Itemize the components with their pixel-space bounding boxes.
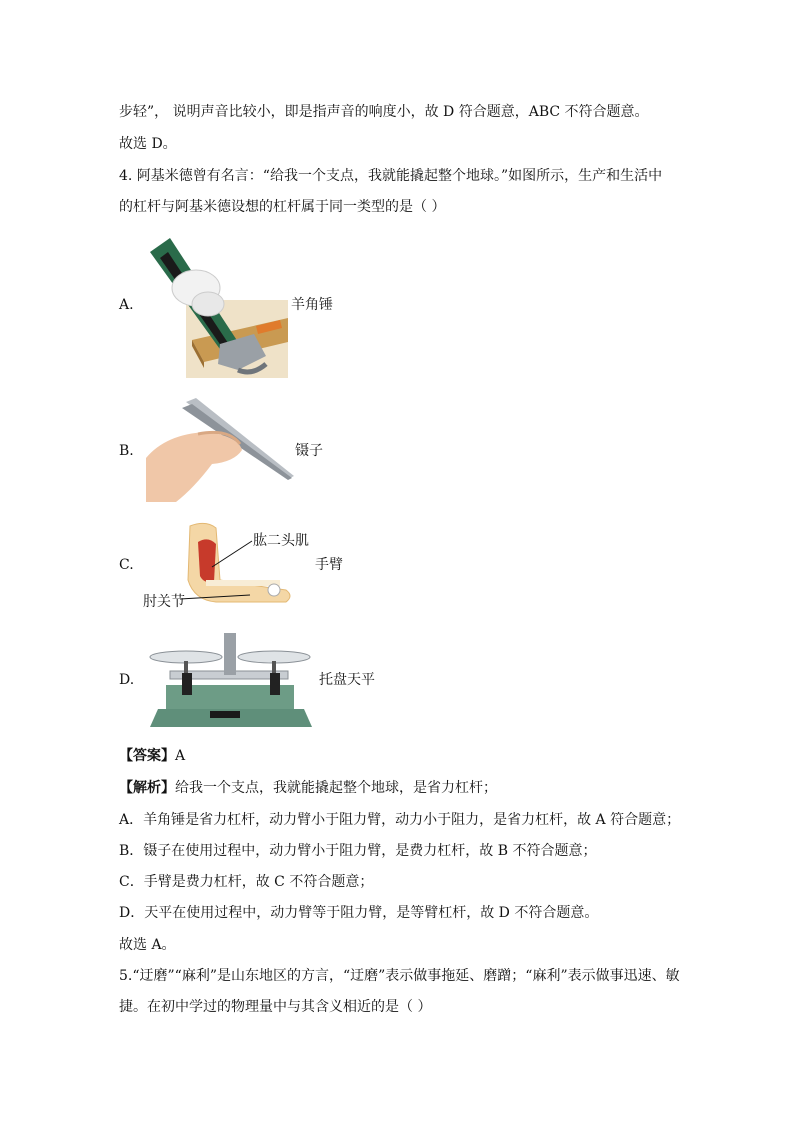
answer-tag: 【答案】 xyxy=(119,748,175,764)
joint-annotation: 肘关节 xyxy=(143,594,185,610)
q5-stem-line1: 5.“迂磨”“麻利”是山东地区的方言，“迂磨”表示做事拖延、磨蹭；“麻利”表示做事迅速、敏 xyxy=(119,968,680,984)
answer-value: A xyxy=(175,748,186,764)
answer-line xyxy=(119,746,185,766)
q5-stem-line2: 捷。在初中学过的物理量中与其含义相近的是（ ） xyxy=(119,999,432,1015)
option-d-caption: 托盘天平 xyxy=(319,672,375,688)
line-prev-analysis: 步轻”， 说明声音比较小，即是指声音的响度小，故 D 符合题意，ABC 不符合题意。 xyxy=(119,104,649,120)
line-prev-conclusion: 故选 D。 xyxy=(119,136,177,152)
claw-hammer-image xyxy=(146,238,288,378)
analysis-option-c: C．手臂是费力杠杆，故 C 不符合题意； xyxy=(119,874,374,890)
option-a-label: A. xyxy=(119,297,134,313)
analysis-option-b: B．镊子在使用过程中，动力臂小于阻力臂，是费力杠杆，故 B 不符合题意； xyxy=(119,843,597,859)
muscle-annotation: 肱二头肌 xyxy=(253,533,309,549)
q4-stem-line1: 4. 阿基米德曾有名言：“给我一个支点，我就能撬起整个地球。”如图所示，生产和生活中 xyxy=(119,168,663,184)
analysis-option-a: A．羊角锤是省力杠杆，动力臂小于阻力臂，动力小于阻力，是省力杠杆，故 A 符合题意； xyxy=(119,812,681,828)
analysis-intro: 给我一个支点，我就能撬起整个地球，是省力杠杆； xyxy=(175,780,497,796)
analysis-option-d: D．天平在使用过程中，动力臂等于阻力臂，是等臂杠杆，故 D 不符合题意。 xyxy=(119,905,599,921)
option-b-caption: 镊子 xyxy=(295,443,323,459)
option-b-label: B. xyxy=(119,443,134,459)
q4-stem-line2: 的杠杆与阿基米德设想的杠杆属于同一类型的是（ ） xyxy=(119,199,446,215)
analysis-conclusion: 故选 A。 xyxy=(119,937,176,953)
analysis-line xyxy=(119,778,497,798)
option-a-caption: 羊角锤 xyxy=(291,297,333,313)
option-c-label: C. xyxy=(119,557,134,573)
option-d-label: D. xyxy=(119,672,135,688)
tweezers-image xyxy=(146,398,296,502)
balance-scale-image xyxy=(146,627,314,729)
annotation-leader-lines xyxy=(150,535,260,605)
analysis-tag: 【解析】 xyxy=(119,780,175,796)
option-c-caption: 手臂 xyxy=(315,557,343,573)
